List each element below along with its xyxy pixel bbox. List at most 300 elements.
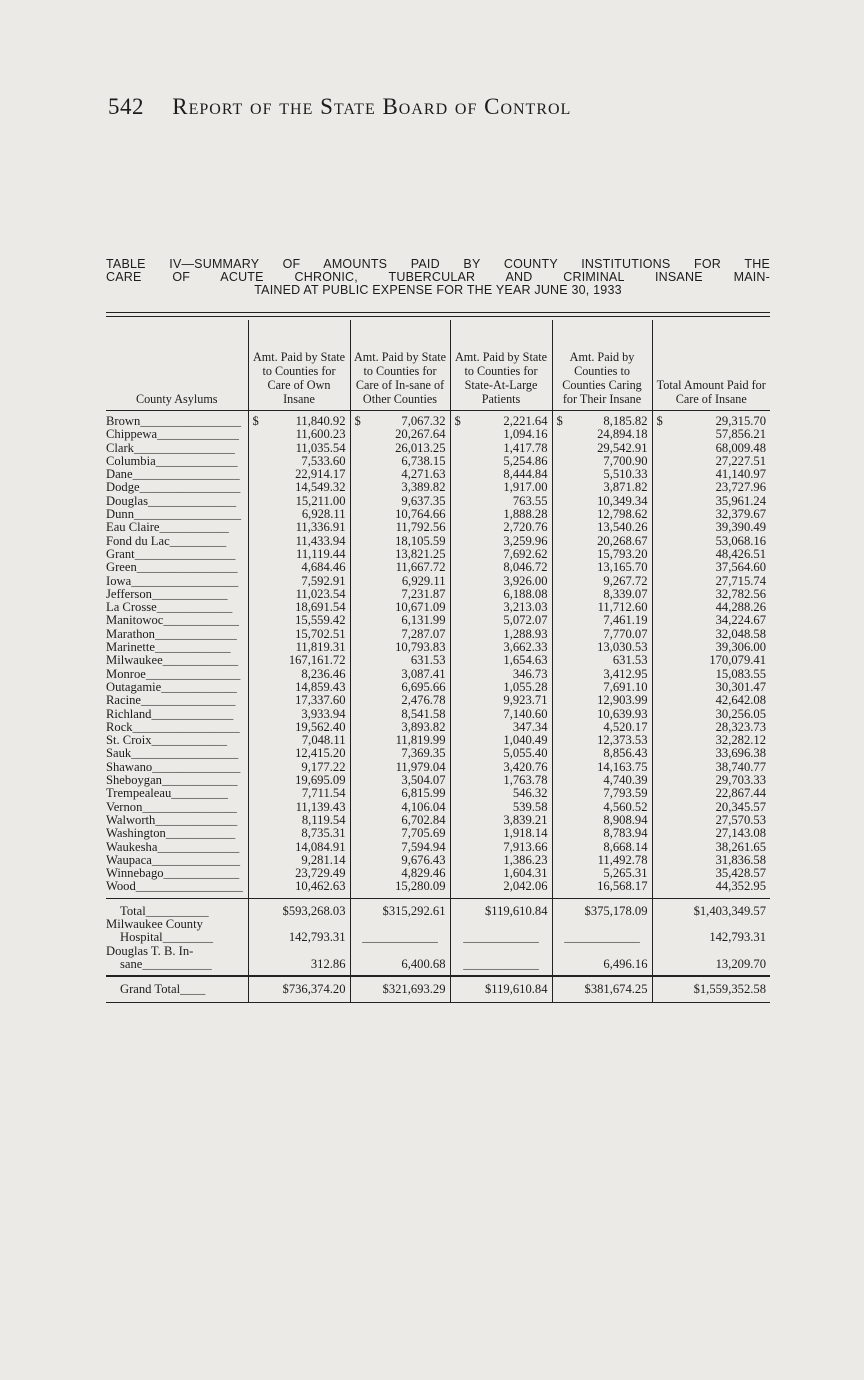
- row-label: [106, 841, 248, 854]
- amount-value: 11,492.78: [597, 852, 648, 867]
- amount-cell: [450, 880, 552, 898]
- amount-value: 14,549.32: [295, 480, 346, 495]
- amount-value: 346.73: [512, 666, 548, 681]
- amount-value: 16,568.17: [597, 879, 648, 894]
- amount-cell: [248, 428, 350, 441]
- row-label: [106, 411, 248, 429]
- amount-cell: [350, 495, 450, 508]
- amount-value: 6,929.11: [401, 573, 446, 588]
- row-label-text: Marathon: [106, 627, 155, 641]
- amount-cell: [450, 628, 552, 641]
- amount-value: 3,662.33: [503, 640, 548, 655]
- amount-cell: [450, 854, 552, 867]
- amount-value: 7,692.62: [503, 546, 548, 561]
- amount-value: 29,703.33: [715, 773, 766, 788]
- amount-value: 8,541.58: [401, 706, 446, 721]
- row-label-text: Brown: [106, 414, 141, 428]
- amount-value: 26,013.25: [395, 440, 446, 455]
- caption-line-2: CARE OF ACUTE CHRONIC, TUBERCULAR AND CRIMINAL INSANE MAIN-: [106, 270, 770, 284]
- amount-value: 3,412.95: [603, 666, 648, 681]
- amount-value: 6,815.99: [401, 786, 446, 801]
- leader-dots: _________________: [131, 574, 239, 588]
- amount-value: 24,894.18: [597, 427, 648, 442]
- amount-value: $736,374.20: [282, 982, 346, 997]
- table-row: [106, 694, 770, 707]
- table-row: [106, 455, 770, 468]
- amount-cell: [552, 575, 652, 588]
- row-label-text: Sheboygan: [106, 774, 162, 788]
- amount-value: 14,084.91: [295, 839, 346, 854]
- row-label-text: Rock: [106, 720, 133, 734]
- amount-value: 170,079.41: [709, 653, 766, 668]
- dollar-sign: $: [354, 414, 361, 428]
- table-row: [106, 880, 770, 898]
- table-row: [106, 548, 770, 561]
- amount-value: 1,763.78: [503, 773, 548, 788]
- amount-value: 6,188.08: [503, 586, 548, 601]
- leader-dots: _______________: [145, 667, 241, 681]
- leader-dots: ____________: [163, 614, 239, 628]
- table-row: [106, 561, 770, 574]
- amount-value: 3,926.00: [503, 573, 548, 588]
- row-label-text: Wood: [106, 880, 136, 894]
- amount-value: 7,711.54: [301, 786, 346, 801]
- table-row: [106, 801, 770, 814]
- amount-value: 12,415.20: [295, 746, 346, 761]
- amount-cell: [248, 548, 350, 561]
- amount-cell: [350, 747, 450, 760]
- amount-value: 15,559.42: [295, 613, 346, 628]
- amount-cell: [248, 694, 350, 707]
- amount-cell: [652, 827, 770, 840]
- row-label-text: Green: [106, 561, 137, 575]
- row-label: [106, 721, 248, 734]
- amount-value: 6,496.16: [603, 956, 648, 971]
- amount-cell: [552, 708, 652, 721]
- leader-dots: ______________: [151, 853, 240, 867]
- amount-cell: [450, 495, 552, 508]
- table-row: [106, 442, 770, 455]
- amount-cell: [552, 898, 652, 918]
- row-label: [106, 521, 248, 534]
- amount-cell: [552, 508, 652, 521]
- amount-value: $315,292.61: [382, 903, 446, 918]
- leader-dots: ____________: [162, 654, 239, 668]
- row-label: [106, 654, 248, 667]
- amount-cell: [350, 628, 450, 641]
- amount-value: 7,048.11: [301, 733, 346, 748]
- amount-cell: [652, 880, 770, 898]
- amount-value: 1,040.49: [503, 733, 548, 748]
- amount-cell: [652, 721, 770, 734]
- amount-value: $119,610.84: [484, 903, 548, 918]
- amount-value: 68,009.48: [715, 440, 766, 455]
- amount-value: $321,693.29: [382, 982, 446, 997]
- amount-cell: [450, 411, 552, 429]
- table-row: [106, 508, 770, 521]
- amount-cell: [552, 801, 652, 814]
- row-label-text: Fond du Lac: [106, 534, 170, 548]
- amount-value: 7,700.90: [603, 453, 648, 468]
- row-label-text: Dodge: [106, 481, 140, 495]
- amount-value: 39,306.00: [715, 640, 766, 655]
- row-label: [106, 747, 248, 760]
- grand-total-row: [106, 976, 770, 1003]
- top-rule-2: [106, 316, 770, 317]
- amount-value: 13,165.70: [597, 560, 648, 575]
- amount-value: 11,840.92: [295, 414, 346, 428]
- amount-cell: [248, 918, 350, 945]
- amount-value: 31,836.58: [715, 852, 766, 867]
- amount-cell: [350, 614, 450, 627]
- amount-value: 13,821.25: [395, 546, 446, 561]
- row-label: [106, 668, 248, 681]
- amount-cell: [652, 867, 770, 880]
- amount-cell: [248, 654, 350, 667]
- amount-value: $119,610.84: [484, 982, 548, 997]
- table-row: [106, 841, 770, 854]
- amount-value: 12,373.53: [597, 733, 648, 748]
- amount-cell: [652, 411, 770, 429]
- amount-cell: [248, 455, 350, 468]
- amount-value: 53,068.16: [715, 533, 766, 548]
- amount-cell: [248, 867, 350, 880]
- col-header-own: Amt. Paid by State to Counties for Care of Own Insane: [248, 320, 350, 411]
- amount-value: 11,336.91: [295, 520, 346, 535]
- amount-value: 32,282.12: [715, 733, 766, 748]
- table-row: [106, 867, 770, 880]
- amount-cell: [450, 721, 552, 734]
- amount-cell: [248, 747, 350, 760]
- amount-cell: [652, 588, 770, 601]
- amount-cell: [248, 495, 350, 508]
- amount-cell: [350, 734, 450, 747]
- amount-value: 5,265.31: [603, 866, 648, 881]
- amount-cell: [248, 411, 350, 429]
- leader-dots: ______________: [147, 494, 237, 508]
- amount-cell: [652, 468, 770, 481]
- amount-value: 6,695.66: [401, 679, 446, 694]
- amount-value: 8,668.14: [603, 839, 648, 854]
- row-label: [106, 774, 248, 787]
- header-row: [106, 320, 770, 411]
- table-row: [106, 468, 770, 481]
- leader-dots: ____________: [151, 587, 228, 601]
- amount-cell: [248, 945, 350, 977]
- amount-value: 2,221.64: [503, 414, 548, 428]
- amount-value: 4,684.46: [301, 560, 346, 575]
- amount-value: 18,691.54: [295, 600, 346, 615]
- table-row: [106, 721, 770, 734]
- amount-cell: [652, 548, 770, 561]
- amount-cell: [552, 495, 652, 508]
- amount-value: 22,867.44: [715, 786, 766, 801]
- amount-value: 34,224.67: [715, 613, 766, 628]
- amount-cell: [450, 521, 552, 534]
- amount-cell: [248, 521, 350, 534]
- amount-cell: [450, 481, 552, 494]
- amount-cell: [350, 442, 450, 455]
- amount-cell: [652, 694, 770, 707]
- amount-cell: [350, 854, 450, 867]
- amount-value: 7,592.91: [301, 573, 346, 588]
- amount-value: 11,035.54: [295, 440, 346, 455]
- amount-cell: [652, 761, 770, 774]
- amount-cell: [450, 641, 552, 654]
- amount-cell: [552, 535, 652, 548]
- amount-cell: [248, 561, 350, 574]
- amount-value: 1,917.00: [503, 480, 548, 495]
- amount-cell: [248, 880, 350, 898]
- col-header-county: County Asylums: [106, 320, 248, 411]
- amount-value: 27,143.08: [715, 826, 766, 841]
- amount-value: 3,087.41: [401, 666, 446, 681]
- leader-dots: ________________: [136, 561, 238, 575]
- leader-dots: _____________: [157, 840, 240, 854]
- leader-dots: ___________: [165, 827, 236, 841]
- table-row: [106, 588, 770, 601]
- amount-cell: [552, 601, 652, 614]
- amount-value: 29,542.91: [597, 440, 648, 455]
- amount-value: $375,178.09: [584, 903, 648, 918]
- leader-dots: _______________: [142, 800, 237, 814]
- amount-value: 1,288.93: [503, 626, 548, 641]
- row-label: [106, 601, 248, 614]
- row-label: [106, 442, 248, 455]
- row-label-line1: Milwaukee County: [106, 917, 203, 931]
- amount-cell: [652, 641, 770, 654]
- amount-value: 9,923.71: [503, 693, 548, 708]
- table-row: [106, 628, 770, 641]
- table-row: [106, 535, 770, 548]
- row-label-text: Jefferson: [106, 587, 152, 601]
- amount-cell: [652, 734, 770, 747]
- amount-value: 3,871.82: [603, 480, 648, 495]
- amount-value: 7,287.07: [401, 626, 446, 641]
- amount-value: 7,461.19: [603, 613, 648, 628]
- leader-dots: _________________: [135, 880, 243, 894]
- amount-cell: [248, 787, 350, 800]
- amount-value: 8,908.94: [603, 812, 648, 827]
- row-label: [106, 827, 248, 840]
- amount-value: 44,352.95: [715, 879, 766, 894]
- amount-value: 9,267.72: [603, 573, 648, 588]
- amount-cell: [652, 628, 770, 641]
- amount-value: 9,177.22: [301, 759, 346, 774]
- amount-value: 2,720.76: [503, 520, 548, 535]
- amount-value: 9,281.14: [301, 852, 346, 867]
- table-caption: [106, 258, 770, 297]
- row-label-line2: [106, 958, 244, 971]
- leader-dots: __________: [145, 903, 209, 918]
- row-label: [106, 734, 248, 747]
- amount-cell: [552, 694, 652, 707]
- amount-cell: [652, 521, 770, 534]
- table-row: [106, 575, 770, 588]
- running-header: [108, 94, 571, 120]
- leader-dots: _____________: [155, 454, 238, 468]
- amount-value: 10,349.34: [597, 493, 648, 508]
- dollar-sign: $: [454, 414, 461, 428]
- amount-value: 38,261.65: [715, 839, 766, 854]
- amount-value: 7,793.59: [603, 786, 648, 801]
- amount-cell: [652, 614, 770, 627]
- amount-value: 8,735.31: [301, 826, 346, 841]
- amount-cell: [450, 442, 552, 455]
- row-label: [106, 548, 248, 561]
- amount-cell: [652, 681, 770, 694]
- amount-cell: [350, 880, 450, 898]
- row-label-line1: Douglas T. B. In-: [106, 944, 194, 958]
- amount-cell: [350, 721, 450, 734]
- amount-value: 9,637.35: [401, 493, 446, 508]
- amount-cell: [350, 548, 450, 561]
- amount-value: 11,819.31: [295, 640, 346, 655]
- leader-dots: ___________: [142, 956, 212, 971]
- row-label-text: Douglas: [106, 494, 148, 508]
- amount-cell: [350, 468, 450, 481]
- caption-line-1: TABLE IV—SUMMARY OF AMOUNTS PAID BY COUNTY INSTITUTIONS FOR THE: [106, 257, 770, 271]
- amount-value: 3,389.82: [401, 480, 446, 495]
- amount-value: 8,185.82: [603, 414, 648, 428]
- amount-value: 39,390.49: [715, 520, 766, 535]
- amount-value: 19,695.09: [295, 773, 346, 788]
- leader-dots: _________: [171, 787, 228, 801]
- amount-cell: [552, 827, 652, 840]
- leader-dots: _________________: [134, 508, 242, 522]
- amount-cell: [652, 747, 770, 760]
- amount-value: 57,856.21: [715, 427, 766, 442]
- row-label: [106, 681, 248, 694]
- table-row: [106, 681, 770, 694]
- amount-value: 11,712.60: [597, 600, 648, 615]
- amount-value: 3,213.03: [503, 600, 548, 615]
- amount-cell: [450, 654, 552, 667]
- leader-dots: _____________: [157, 428, 239, 442]
- amount-cell: [248, 814, 350, 827]
- amount-cell: [248, 641, 350, 654]
- leader-dots: ________________: [133, 441, 235, 455]
- amount-value: 30,301.47: [715, 679, 766, 694]
- row-label: [106, 481, 248, 494]
- row-label: [106, 628, 248, 641]
- amount-value: 11,979.04: [395, 759, 446, 774]
- row-label: [106, 428, 248, 441]
- amount-value: 8,119.54: [301, 812, 346, 827]
- amount-cell: [450, 867, 552, 880]
- amount-value: 15,793.20: [597, 546, 648, 561]
- leader-dots: ____________: [161, 774, 238, 788]
- amount-value: 3,893.82: [401, 719, 446, 734]
- amount-cell: [552, 455, 652, 468]
- amount-cell: [652, 455, 770, 468]
- amount-cell: [552, 867, 652, 880]
- amount-cell: [248, 668, 350, 681]
- amount-cell: [450, 588, 552, 601]
- amount-cell: [248, 774, 350, 787]
- amount-value: 18,105.59: [395, 533, 446, 548]
- amount-value: 347.34: [512, 719, 548, 734]
- amount-cell: [350, 898, 450, 918]
- amount-cell: [552, 428, 652, 441]
- leader-dots: _________: [169, 534, 227, 548]
- amount-cell: [450, 601, 552, 614]
- amount-cell: [350, 508, 450, 521]
- amount-value: 41,140.97: [715, 467, 766, 482]
- row-label: [106, 495, 248, 508]
- amount-cell: [248, 442, 350, 455]
- amount-value: 1,417.78: [503, 440, 548, 455]
- amount-cell: [450, 428, 552, 441]
- amount-value: 539.58: [512, 799, 548, 814]
- amount-cell: [652, 787, 770, 800]
- row-label-text: Vernon: [106, 800, 143, 814]
- amount-value: 13,540.26: [597, 520, 648, 535]
- amount-value: 22,914.17: [295, 467, 346, 482]
- amount-cell: [248, 681, 350, 694]
- amount-value: 4,829.46: [401, 866, 446, 881]
- leader-dots: ________________: [140, 414, 242, 428]
- amount-value: 35,428.57: [715, 866, 766, 881]
- amount-value: 3,504.07: [401, 773, 446, 788]
- row-label: [106, 561, 248, 574]
- leader-dots: ___________: [159, 521, 229, 535]
- amount-cell: [552, 774, 652, 787]
- amount-value: 1,386.23: [503, 852, 548, 867]
- amount-value: 13,030.53: [597, 640, 648, 655]
- amount-cell: [450, 801, 552, 814]
- amount-value: 11,119.44: [296, 546, 346, 561]
- amount-value: 8,339.07: [603, 586, 648, 601]
- table-row: [106, 761, 770, 774]
- dollar-sign: $: [656, 414, 663, 428]
- amount-cell: [350, 945, 450, 977]
- row-label-text: La Crosse: [106, 601, 157, 615]
- amount-value: 6,928.11: [301, 507, 346, 522]
- row-label-text: Eau Claire: [106, 521, 160, 535]
- amount-cell: [450, 761, 552, 774]
- amount-cell: [350, 867, 450, 880]
- amount-value: 12,798.62: [597, 507, 648, 522]
- row-label: [106, 508, 248, 521]
- amount-cell: [652, 814, 770, 827]
- amount-cell: [248, 854, 350, 867]
- amount-value: 32,048.58: [715, 626, 766, 641]
- amount-cell: [552, 976, 652, 1003]
- amount-value: 17,337.60: [295, 693, 346, 708]
- amount-cell: [652, 774, 770, 787]
- amount-value: 1,055.28: [503, 679, 548, 694]
- amount-cell: [552, 481, 652, 494]
- amount-value: 5,510.33: [603, 467, 648, 482]
- amount-cell: [552, 841, 652, 854]
- page-number: 542: [108, 94, 144, 119]
- amount-value: 142,793.31: [288, 930, 346, 945]
- amount-value: 20,268.67: [597, 533, 648, 548]
- row-label: [106, 945, 248, 977]
- table-row: [106, 734, 770, 747]
- amount-value: 9,676.43: [401, 852, 446, 867]
- summary-table: [106, 320, 770, 1003]
- amount-cell: [450, 455, 552, 468]
- amount-value: 44,288.26: [715, 600, 766, 615]
- table-row: [106, 774, 770, 787]
- amount-cell: [450, 827, 552, 840]
- amount-value: 23,727.96: [715, 480, 766, 495]
- empty-cell: ____________: [552, 918, 652, 945]
- amount-cell: [248, 827, 350, 840]
- leader-dots: ____________: [151, 734, 228, 748]
